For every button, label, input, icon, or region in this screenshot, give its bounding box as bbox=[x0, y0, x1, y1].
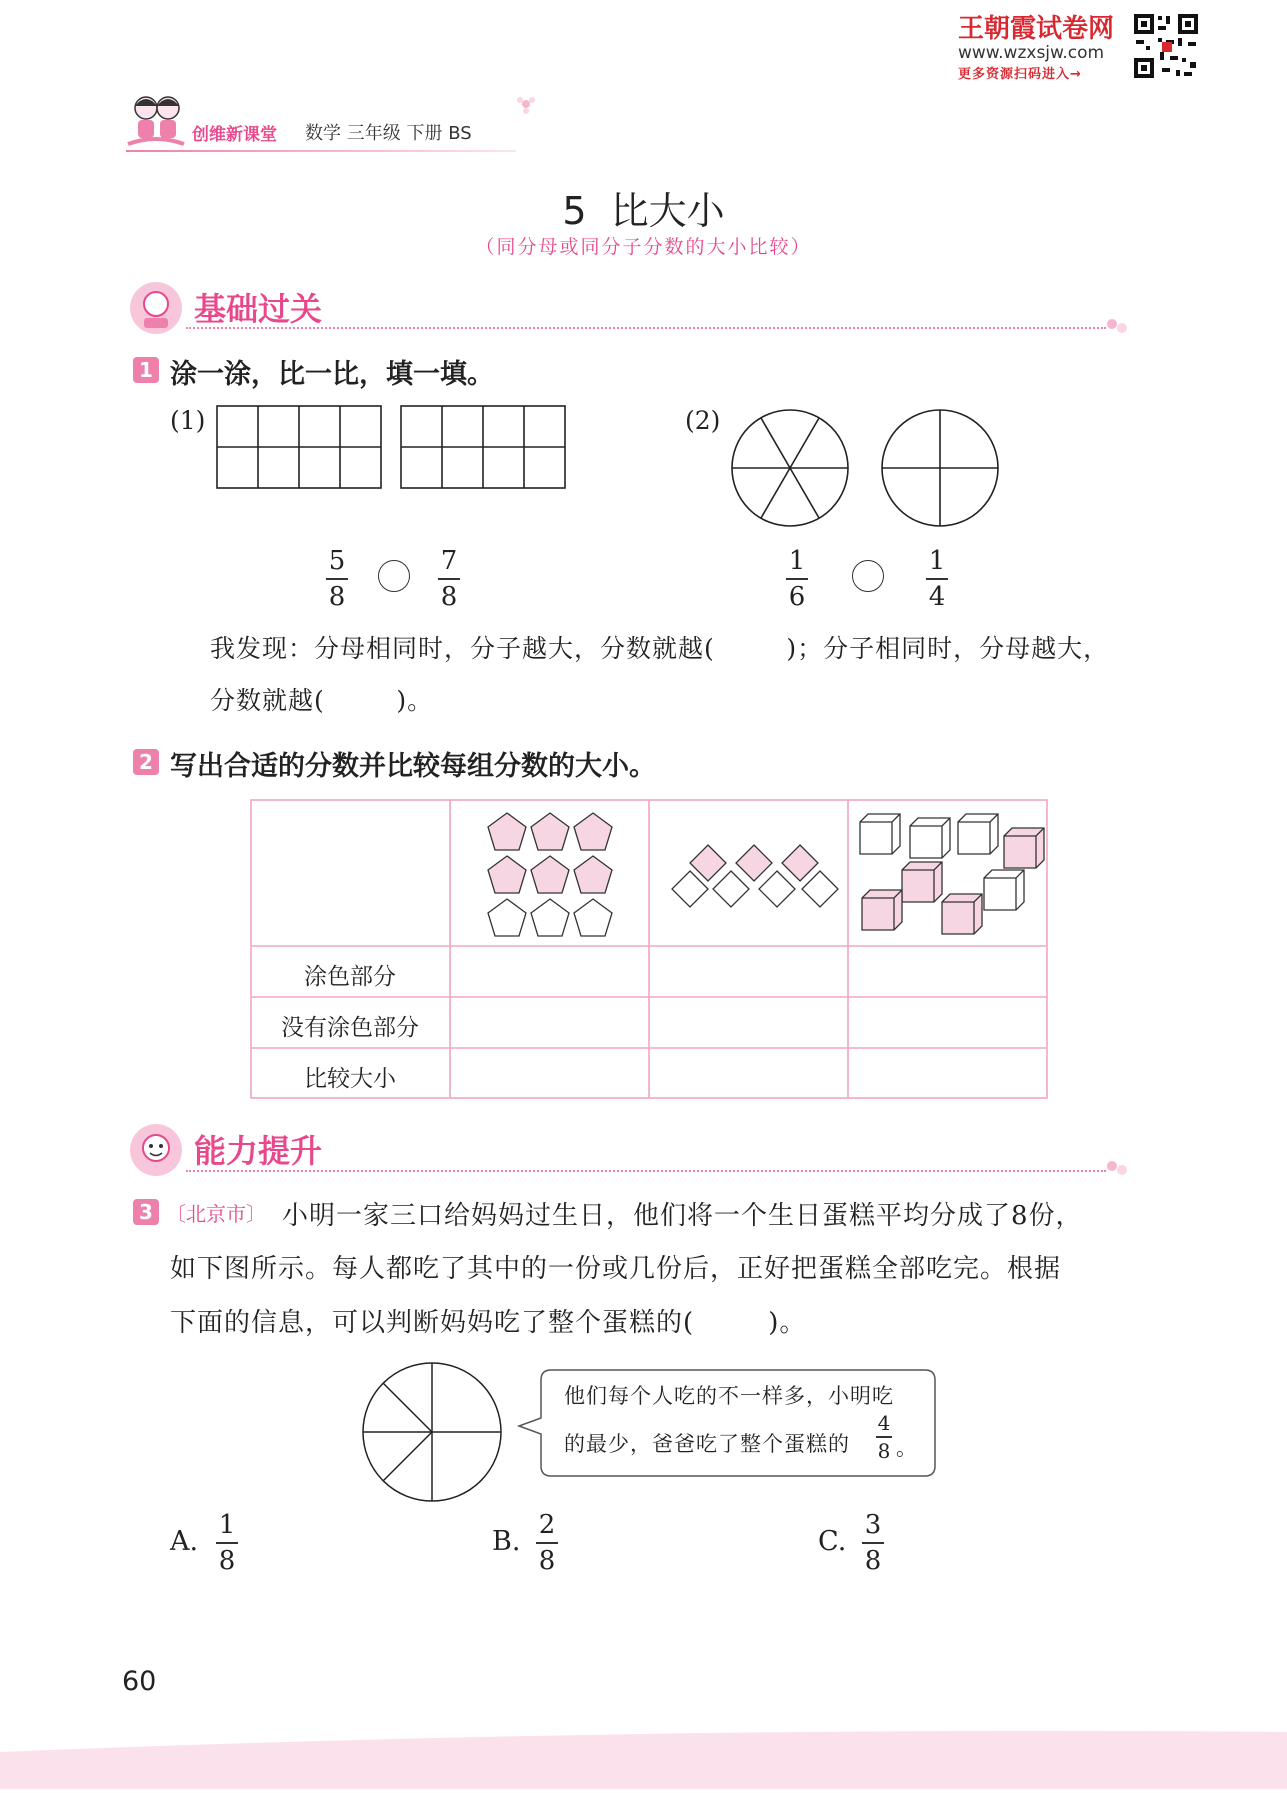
divider-dots-icon bbox=[1106, 1158, 1130, 1178]
q3-cake-circle bbox=[360, 1360, 504, 1508]
fraction-denominator: 8 bbox=[877, 1438, 891, 1463]
q1-fraction-a bbox=[326, 546, 348, 612]
q3-option-c-fraction[interactable] bbox=[862, 1510, 884, 1576]
q3-bubble-fraction bbox=[876, 1412, 892, 1462]
section-advanced-icon bbox=[128, 1122, 184, 1178]
fraction-numerator: 2 bbox=[538, 1510, 556, 1540]
q3-number-badge: 3 bbox=[133, 1199, 159, 1225]
q3-option-a-fraction[interactable] bbox=[216, 1510, 238, 1576]
brand-block bbox=[958, 8, 1138, 82]
lesson-subtitle: （同分母或同分子分数的大小比较） bbox=[475, 236, 812, 258]
fraction-numerator: 7 bbox=[440, 546, 458, 576]
header-meta bbox=[305, 119, 472, 145]
q1-grid-b[interactable] bbox=[400, 405, 566, 493]
q2-cubes bbox=[858, 812, 1048, 940]
section-basic-title: 基础过关 bbox=[194, 290, 323, 328]
q3-line3: 下面的信息，可以判断妈妈吃了整个蛋糕的( )。 bbox=[170, 1308, 807, 1338]
mascot-logo bbox=[126, 90, 186, 150]
q2-row-label-unshaded: 没有涂色部分 bbox=[281, 1015, 419, 1041]
fraction-numerator: 3 bbox=[864, 1510, 882, 1540]
fraction-numerator: 1 bbox=[218, 1510, 236, 1540]
q1-finding-line2: 分数就越( )。 bbox=[210, 686, 434, 715]
q1-circle-quarters[interactable] bbox=[880, 408, 1000, 532]
fraction-numerator: 1 bbox=[928, 546, 946, 576]
q3-line1: 小明一家三口给妈妈过生日，他们将一个生日蛋糕平均分成了8份， bbox=[282, 1201, 1083, 1231]
page-number: 60 bbox=[122, 1666, 157, 1697]
fraction-denominator: 8 bbox=[440, 581, 458, 612]
q2-prompt: 写出合适的分数并比较每组分数的大小。 bbox=[170, 751, 656, 782]
fraction-denominator: 8 bbox=[538, 1545, 556, 1576]
q2-pentagons bbox=[485, 811, 615, 939]
q1-prompt: 涂一涂，比一比，填一填。 bbox=[170, 359, 494, 390]
q2-answer-cell[interactable] bbox=[651, 999, 846, 1047]
q2-row-label-compare: 比较大小 bbox=[304, 1066, 396, 1092]
fraction-denominator: 8 bbox=[218, 1545, 236, 1576]
q2-answer-cell[interactable] bbox=[850, 999, 1045, 1047]
section-basic-icon bbox=[128, 280, 184, 336]
section-advanced-divider bbox=[186, 1170, 1106, 1172]
q2-answer-cell[interactable] bbox=[850, 1050, 1045, 1098]
q1-number-badge: 1 bbox=[133, 357, 159, 383]
header-edition: BS bbox=[448, 123, 472, 144]
divider-dots-icon bbox=[1106, 316, 1130, 336]
fraction-numerator: 5 bbox=[328, 546, 346, 576]
q1-part2-label: (2) bbox=[685, 406, 721, 435]
q2-answer-cell[interactable] bbox=[651, 948, 846, 996]
q3-bubble-end: 。 bbox=[896, 1436, 917, 1460]
fraction-denominator: 4 bbox=[928, 581, 946, 612]
fraction-denominator: 8 bbox=[328, 581, 346, 612]
q2-row-label-shaded: 涂色部分 bbox=[304, 964, 396, 990]
q1-fraction-d bbox=[926, 546, 948, 612]
section-advanced-title: 能力提升 bbox=[194, 1132, 323, 1170]
q2-answer-cell[interactable] bbox=[651, 1050, 846, 1098]
q2-answer-cell[interactable] bbox=[452, 999, 647, 1047]
header-volume: 下册 bbox=[406, 123, 443, 144]
q3-bubble-line2: 的最少，爸爸吃了整个蛋糕的 bbox=[564, 1432, 850, 1456]
q2-answer-cell[interactable] bbox=[452, 1050, 647, 1098]
q2-answer-cell[interactable] bbox=[452, 948, 647, 996]
flower-decoration-icon bbox=[516, 94, 536, 114]
q3-option-b-label[interactable]: B. bbox=[492, 1526, 521, 1557]
q1-finding-line1: 我发现：分母相同时，分子越大，分数就越( )；分子相同时，分母越大， bbox=[210, 634, 1110, 663]
q1-compare-circle-2[interactable] bbox=[852, 560, 884, 592]
q1-circle-sixths[interactable] bbox=[730, 408, 850, 532]
q2-answer-cell[interactable] bbox=[850, 948, 1045, 996]
q3-source: 〔北京市〕 bbox=[166, 1202, 266, 1226]
section-basic-divider bbox=[186, 327, 1106, 329]
brand-slogan: 更多资源扫码进入→ bbox=[958, 67, 1082, 82]
q1-part1-label: (1) bbox=[170, 406, 206, 435]
header-subject: 数学 bbox=[305, 123, 341, 144]
q1-fraction-b bbox=[438, 546, 460, 612]
q1-fraction-c bbox=[786, 546, 808, 612]
brand-url[interactable]: www.wzxsjw.com bbox=[958, 43, 1105, 63]
qr-code-icon[interactable] bbox=[1132, 12, 1200, 80]
header-divider bbox=[126, 150, 516, 152]
q3-option-b-fraction[interactable] bbox=[536, 1510, 558, 1576]
header-grade: 三年级 bbox=[346, 123, 401, 144]
footer-band bbox=[0, 1712, 1287, 1789]
q2-number-badge: 2 bbox=[133, 749, 159, 775]
q1-grid-a[interactable] bbox=[216, 405, 382, 493]
fraction-denominator: 6 bbox=[788, 581, 806, 612]
q3-option-a-label[interactable]: A. bbox=[170, 1526, 199, 1557]
fraction-numerator: 1 bbox=[788, 546, 806, 576]
series-name: 创维新课堂 bbox=[192, 125, 277, 145]
q3-bubble-line1: 他们每个人吃的不一样多，小明吃 bbox=[564, 1384, 894, 1408]
fraction-denominator: 8 bbox=[864, 1545, 882, 1576]
q1-compare-circle-1[interactable] bbox=[378, 560, 410, 592]
q3-option-c-label[interactable]: C. bbox=[818, 1526, 847, 1557]
q2-diamonds bbox=[670, 843, 840, 911]
brand-name: 王朝霞试卷网 bbox=[958, 14, 1115, 44]
lesson-title: 5 比大小 bbox=[562, 189, 725, 233]
fraction-numerator: 4 bbox=[877, 1411, 891, 1435]
q3-line2: 如下图所示。每人都吃了其中的一份或几份后，正好把蛋糕全部吃完。根据 bbox=[170, 1254, 1062, 1284]
